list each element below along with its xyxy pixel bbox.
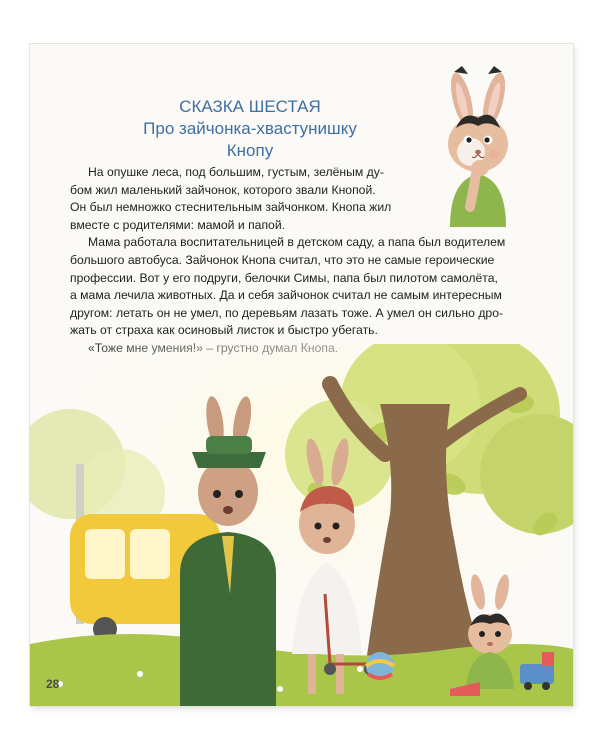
story-line: бом жил маленький зайчонок, которого звали Кнопой. [70,182,376,197]
book-page [30,44,573,706]
story-line: жать от страха как осиновый листок и быстро убегать. [70,323,378,338]
chapter-title-line3: Кнопу [226,141,274,160]
story-line: другом: летать он не умел, по деревьям лазать тоже. А умел он сильно дро- [70,305,504,320]
chapter-title [120,96,380,162]
story-line: профессии. Вот у его подруги, белочки Симы, папа был пилотом самолёта, [70,270,498,285]
story-line: большого автобуса. Зайчонок Кнопа считал, что это не самые героические [70,252,495,267]
story-line: На опушке леса, под большим, густым, зелёным ду- [88,165,384,179]
story-line: вместе с родителями: мамой и папой. [70,217,286,232]
chapter-title-line2: Про зайчонка-хвастунишку [143,119,357,138]
story-line: Он был немножко стеснительным зайчонком. Кнопа жил [70,200,392,215]
page-number: 28 [46,677,60,691]
story-line: а мама лечила животных. Да и себя зайчонок считал не самым интересным [70,288,502,303]
forest-scene-illustration [30,344,573,706]
story-line: Мама работала воспитательницей в детском саду, а папа был водителем [88,235,506,250]
chapter-title-line1: СКАЗКА ШЕСТАЯ [179,97,321,116]
story-text [70,164,540,358]
